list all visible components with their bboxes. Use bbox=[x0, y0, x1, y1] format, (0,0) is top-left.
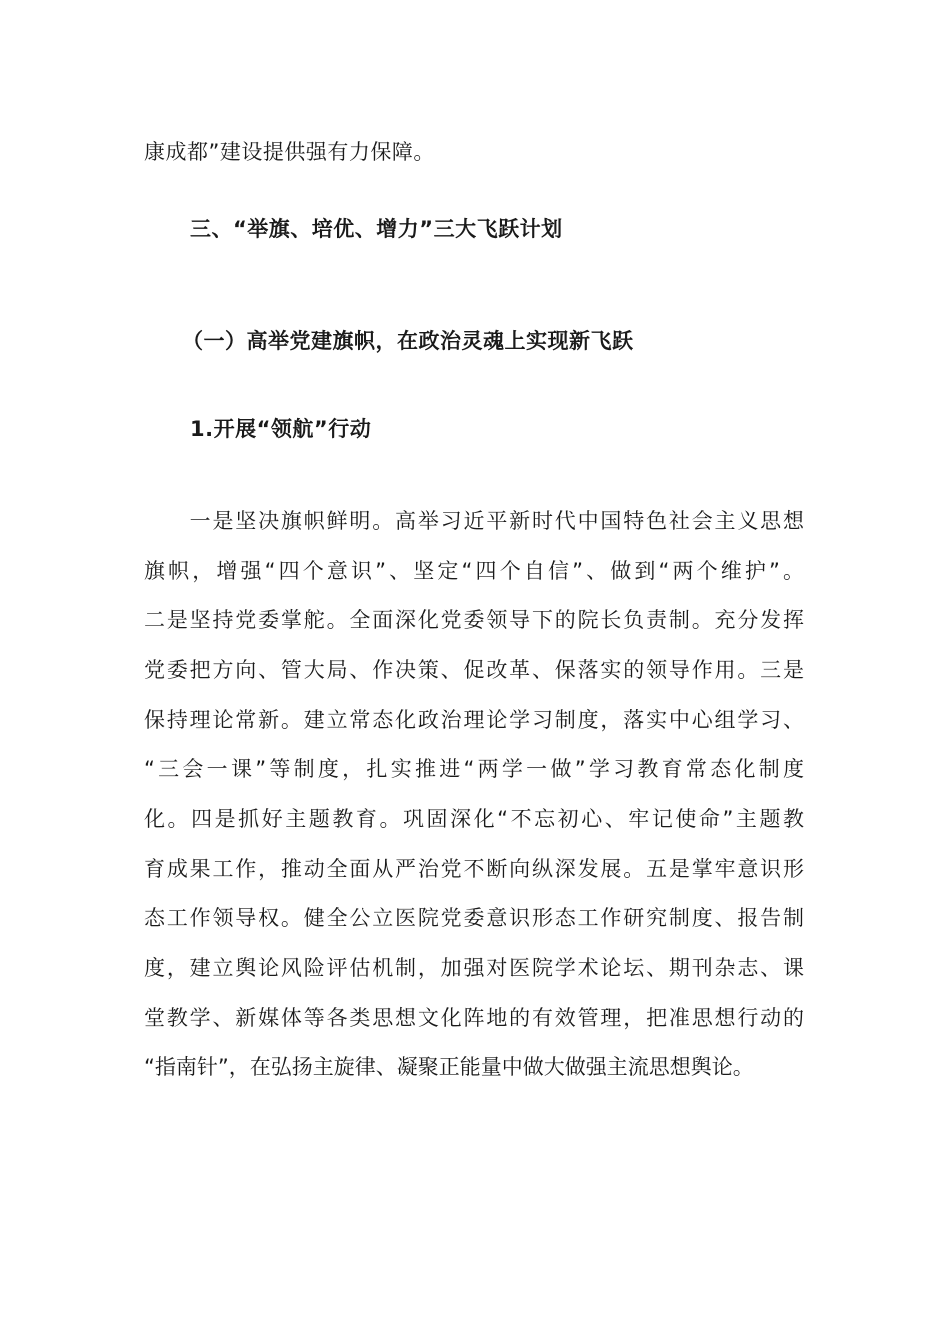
paragraph-line: 度，建立舆论风险评估机制，加强对医院学术论坛、期刊杂志、课 bbox=[144, 956, 804, 980]
paragraph-line: 保持理论常新。建立常态化政治理论学习制度，落实中心组学习、 bbox=[144, 708, 804, 732]
paragraph-line: 二是坚持党委掌舵。全面深化党委领导下的院长负责制。充分发挥 bbox=[144, 608, 804, 632]
paragraph-line: 化。四是抓好主题教育。巩固深化“不忘初心、牢记使命”主题教 bbox=[144, 807, 804, 831]
paragraph-line: 一是坚决旗帜鲜明。高举习近平新时代中国特色社会主义思想 bbox=[144, 509, 804, 533]
subsection-heading: （一）高举党建旗帜，在政治灵魂上实现新飞跃 bbox=[182, 329, 634, 353]
section-heading: 三、“举旗、培优、增力”三大飞跃计划 bbox=[190, 217, 563, 241]
paragraph-line: 堂教学、新媒体等各类思想文化阵地的有效管理，把准思想行动的 bbox=[144, 1006, 804, 1030]
item-heading: 1.开展“领航”行动 bbox=[190, 417, 372, 441]
paragraph-line: “指南针”，在弘扬主旋律、凝聚正能量中做大做强主流思想舆论。 bbox=[144, 1055, 754, 1079]
paragraph-line: 育成果工作，推动全面从严治党不断向纵深发展。五是掌牢意识形 bbox=[144, 857, 804, 881]
paragraph-line: 党委把方向、管大局、作决策、促改革、保落实的领导作用。三是 bbox=[144, 658, 804, 682]
paragraph-line: “三会一课”等制度，扎实推进“两学一做”学习教育常态化制度 bbox=[144, 757, 804, 781]
continuation-text: 康成都”建设提供强有力保障。 bbox=[144, 140, 435, 164]
paragraph-line: 旗帜，增强“四个意识”、坚定“四个自信”、做到“两个维护”。 bbox=[144, 559, 804, 583]
paragraph-line: 态工作领导权。健全公立医院党委意识形态工作研究制度、报告制 bbox=[144, 906, 804, 930]
